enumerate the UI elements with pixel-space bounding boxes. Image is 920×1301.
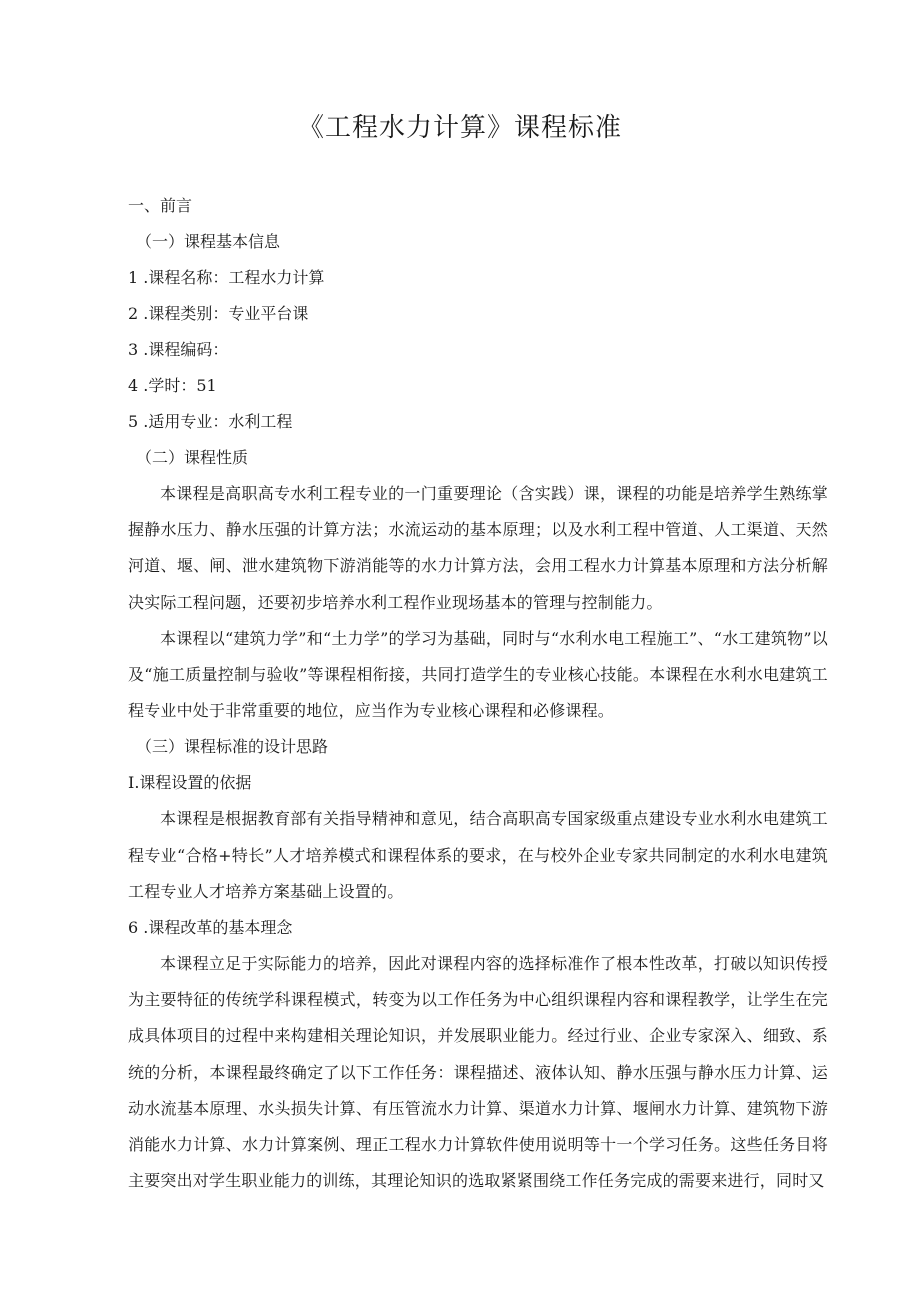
item-heading-reform: 6 .课程改革的基本理念 [128,918,293,938]
paragraph-nature-1: 本课程是高职高专水利工程专业的一门重要理论（含实践）课，课程的功能是培养学生熟练掌握静水压力、静水压强的计算方法；水流运动的基本原理；以及水利工程中管道、人工渠道、天然河道、堰、闸、泄水建筑物下游消能等的水力计算方法，会用工程水力计算基本原理和方法分析解决实际工程问题，还要初步培养水利工程作业现场基本的管理与控制能力。 [128,484,828,612]
document-title: 《工程水力计算》课程标准 [297,113,622,143]
paragraph-nature-2: 本课程以“建筑力学”和“土力学”的学习为基础，同时与“水利水电工程施工”、“水工建筑物”以及“施工质量控制与验收”等课程相衔接，共同打造学生的专业核心技能。本课程在水利水电建筑工程专业中处于非常重要的地位，应当作为专业核心课程和必修课程。 [128,628,828,721]
document-body [128,188,828,1199]
info-item-course-code: 3 .课程编码： [128,340,229,359]
info-item-major: 5 .适用专业：水利工程 [128,412,293,431]
section-heading-preface: 一、前言 [128,196,193,215]
subsection-heading-basic-info: （一）课程基本信息 [136,232,281,251]
info-item-course-name: 1 .课程名称：工程水力计算 [128,268,325,287]
item-heading-basis: I.课程设置的依据 [128,773,252,793]
paragraph-reform: 本课程立足于实际能力的培养，因此对课程内容的选择标准作了根本性改革，打破以知识传授为主要特征的传统学科课程模式，转变为以工作任务为中心组织课程内容和课程教学，让学生在完成具体项目的过程中来构建相关理论知识，并发展职业能力。经过行业、企业专家深入、细致、系统的分析，本课程最终确定了以下工作任务：课程描述、液体认知、静水压强与静水压力计算、运动水流基本原理、水头损失计算、有压管流水力计算、渠道水力计算、堰闸水力计算、建筑物下游消能水力计算、水力计算案例、理正工程水力计算软件使用说明等十一个学习任务。这些任务目将主要突出对学生职业能力的训练，其理论知识的选取紧紧围绕工作任务完成的需要来进行，同时又 [128,954,828,1191]
subsection-heading-design: （三）课程标准的设计思路 [136,737,329,757]
subsection-heading-nature: （二）课程性质 [136,448,249,467]
info-item-hours: 4 .学时：51 [128,376,217,395]
info-item-course-category: 2 .课程类别：专业平台课 [128,304,309,323]
paragraph-basis: 本课程是根据教育部有关指导精神和意见，结合高职高专国家级重点建设专业水利水电建筑工程专业“合格+特长”人才培养模式和课程体系的要求，在与校外企业专家共同制定的水利水电建筑工程专业人才培养方案基础上设置的。 [128,809,828,901]
